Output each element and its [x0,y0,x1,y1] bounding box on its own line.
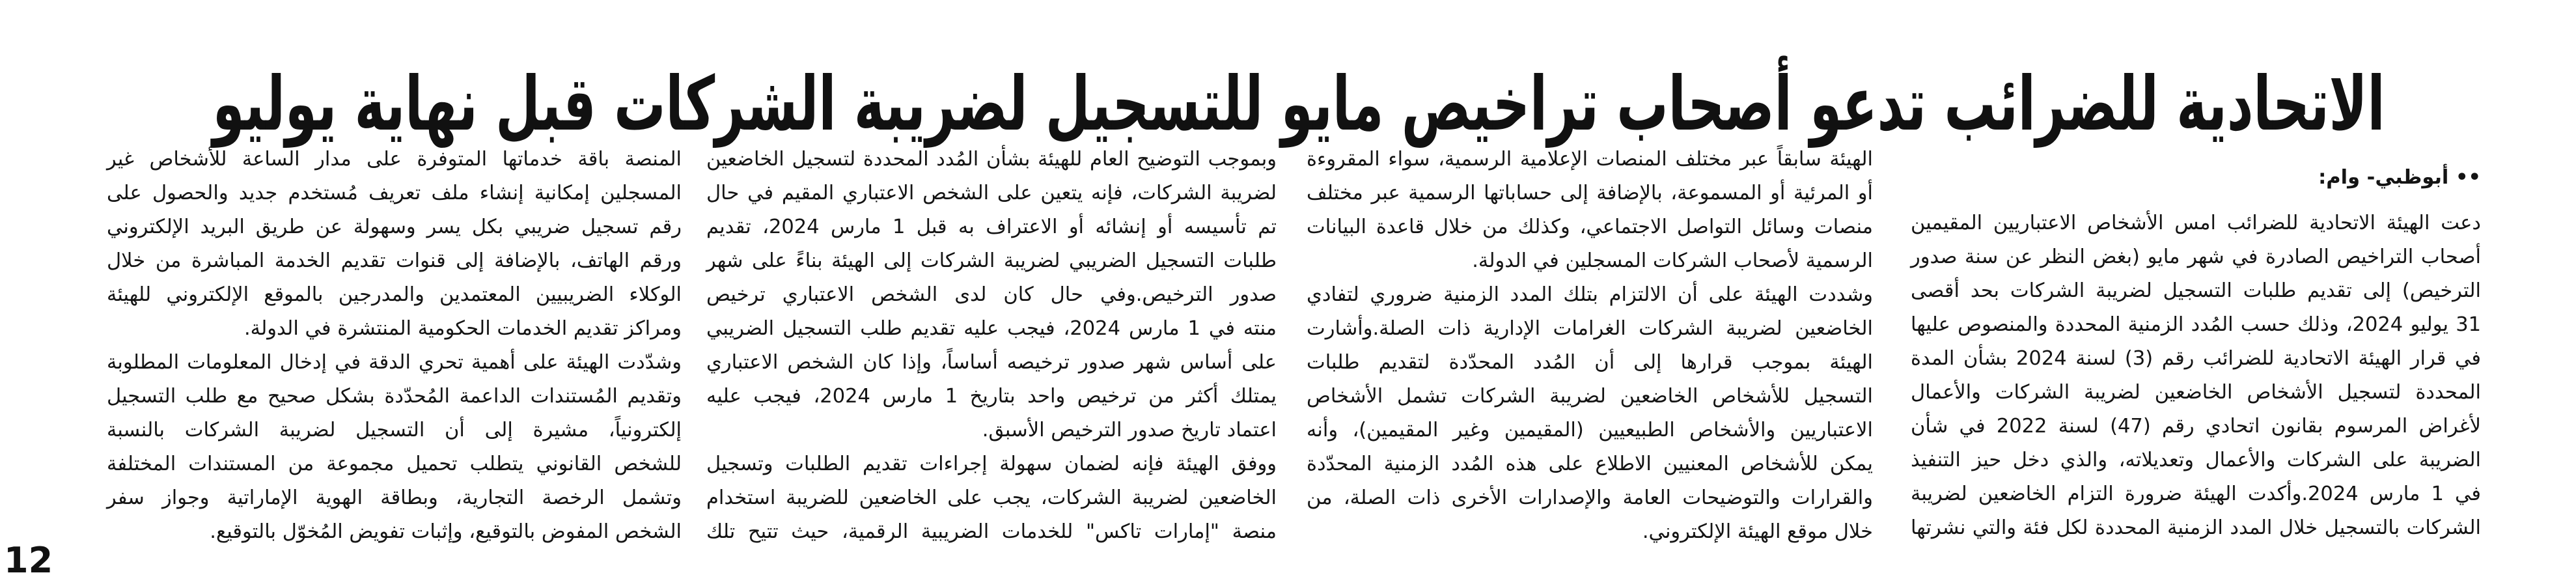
text-line: طلبات التسجيل الضريبي لضريبة الشركات إلى الهيئة بناءً على شهر [706,249,1277,272]
article-column-1 [1911,206,2481,545]
text-line: إلكترونياً، مشيرة إلى أن التسجيل لضريبة الشركات بالنسبة [107,419,682,442]
text-line: والقرارات والتوضيحات العامة والإصدارات الأخرى ذات الصلة، من [1307,486,1873,509]
text-line: يمكن للأشخاص المعنيين الاطلاع على هذه المُدد الزمنية المحدّدة [1307,453,1873,475]
text-line: خلال موقع الهيئة الإلكتروني. [1642,520,1873,543]
headline [212,52,2386,156]
text-line: وتقديم المُستندات الداعمة المُحدّدة بشكل صحيح مع طلب التسجيل [107,385,682,408]
text-line: الهيئة بموجب قرارها إلى أن المُدد المحدّدة لتقديم طلبات [1307,351,1873,374]
text-line: الهيئة سابقاً عبر مختلف المنصات الإعلامية الرسمية، سواء المقروءة [1307,148,1873,171]
paragraph [107,143,682,346]
text-line: دعت الهيئة الاتحادية للضرائب امس الأشخاص الاعتباريين المقيمين [1911,212,2481,234]
text-line: تم تأسيسه أو إنشائه أو الاعتراف به قبل 1 مارس 2024، تقديم [706,216,1277,238]
text-line: رقم تسجيل ضريبي بكل يسر وسهولة عن طريق البريد الإلكتروني [107,216,682,238]
text-line: أصحاب التراخيص الصادرة في شهر مايو (بغض النظر عن سنة صدور [1911,245,2481,268]
article-column-2 [1307,143,1873,549]
text-line: لأغراض المرسوم بقانون اتحادي رقم (47) لسنة 2022 في شأن [1911,415,2481,438]
text-line: منصات وسائل التواصل الاجتماعي، وكذلك من خلال قاعدة البيانات [1307,216,1873,238]
text-line: منصة "إمارات تاكس" للخدمات الضريبية الرقمية، حيث تتيح تلك [706,520,1277,543]
article-column-4 [107,143,682,549]
paragraph [1307,278,1873,549]
text-line: الخاضعين لضريبة الشركات، يجب على الخاضعين للضريبة استخدام [706,486,1277,509]
paragraph [1307,143,1873,278]
text-line: المسجلين إمكانية إنشاء ملف تعريف مُستخدم جديد والحصول على [107,182,682,204]
text-line: ومراكز تقديم الخدمات الحكومية المنتشرة في الدولة. [243,317,682,340]
text-line: الترخيص) إلى تقديم طلبات التسجيل لضريبة الشركات بحد أقصى [1911,279,2481,302]
text-line: الشركات بالتسجيل خلال المدد الزمنية المحددة لكل فئة والتي نشرتها [1911,516,2481,539]
text-line: الشخص المفوض بالتوقيع، وإثبات تفويض المُخوّل بالتوقيع. [210,520,682,543]
text-line: وشددت الهيئة على أن الالتزام بتلك المدد الزمنية ضروري لتفادي [1307,283,1873,306]
text-line: ووفق الهيئة فإنه لضمان سهولة إجراءات تقديم الطلبات وتسجيل [706,453,1277,475]
paragraph [107,346,682,549]
text-line: ورقم الهاتف، بالإضافة إلى قنوات تقديم الخدمة المباشرة من خلال [107,249,682,272]
paragraph [706,143,1277,447]
text-line: للشخص القانوني يتطلب تحميل مجموعة من المستندات المختلفة [107,453,682,475]
text-line: المحددة لتسجيل الأشخاص الخاضعين لضريبة الشركات والأعمال [1911,381,2481,404]
headline-text: الاتحادية للضرائب تدعو أصحاب تراخيص مايو للتسجيل لضريبة الشركات قبل نهاية يوليو [212,61,2385,148]
text-line: اعتماد تاريخ صدور الترخيص الأسبق. [982,419,1277,442]
text-line: في 1 مارس 2024.وأكدت الهيئة ضرورة التزام الخاضعين لضريبة [1911,483,2482,505]
text-line: وتشمل الرخصة التجارية، وبطاقة الهوية الإماراتية وجواز سفر [107,486,682,509]
page-number: 12 [4,540,53,575]
text-line: صدور الترخيص.وفي حال كان لدى الشخص الاعتباري ترخيص [706,283,1277,306]
text-line: وبموجب التوضيح العام للهيئة بشأن المُدد المحددة لتسجيل الخاضعين [706,148,1277,171]
paragraph [1911,206,2481,545]
text-line: 31 يوليو 2024، وذلك حسب المُدد الزمنية المحددة والمنصوص عليها [1911,313,2482,336]
text-line: المنصة باقة خدماتها المتوفرة على مدار الساعة للأشخاص غير [107,148,682,171]
text-line: الخاضعين لضريبة الشركات الغرامات الإدارية ذات الصلة.وأشارت [1307,317,1873,340]
text-line: في قرار الهيئة الاتحادية للضرائب رقم (3) لسنة 2024 بشأن المدة [1911,347,2481,370]
text-line: الوكلاء الضريبيين المعتمدين والمدرجين بالموقع الإلكتروني للهيئة [107,283,682,306]
text-line: منته في 1 مارس 2024، فيجب عليه تقديم طلب التسجيل الضريبي [706,317,1277,340]
text-line: التسجيل للأشخاص الخاضعين لضريبة الشركات تشمل الأشخاص [1307,385,1873,408]
text-line: يمتلك أكثر من ترخيص واحد بتاريخ 1 مارس 2024، فيجب عليه [706,385,1277,408]
text-line: لضريبة الشركات، فإنه يتعين على الشخص الاعتباري المقيم في حال [706,182,1277,204]
text-line: الرسمية لأصحاب الشركات المسجلين في الدولة. [1472,249,1873,272]
paragraph [706,447,1277,549]
text-line: وشدّدت الهيئة على أهمية تحري الدقة في إدخال المعلومات المطلوبة [107,351,682,374]
article-column-3 [706,143,1277,549]
text-line: الاعتباريين والأشخاص الطبيعيين (المقيمين وغير المقيمين)، وأنه [1307,419,1873,442]
text-line: الضريبة على الشركات والأعمال وتعديلاته، والذي دخل حيز التنفيذ [1911,449,2481,471]
dateline: •• أبوظبي- وام: [2318,166,2481,189]
text-line: أو المرئية أو المسموعة، بالإضافة إلى حساباتها الرسمية عبر مختلف [1307,182,1873,204]
text-line: على أساس شهر صدور ترخيصه أساساً، وإذا كان الشخص الاعتباري [706,351,1277,374]
